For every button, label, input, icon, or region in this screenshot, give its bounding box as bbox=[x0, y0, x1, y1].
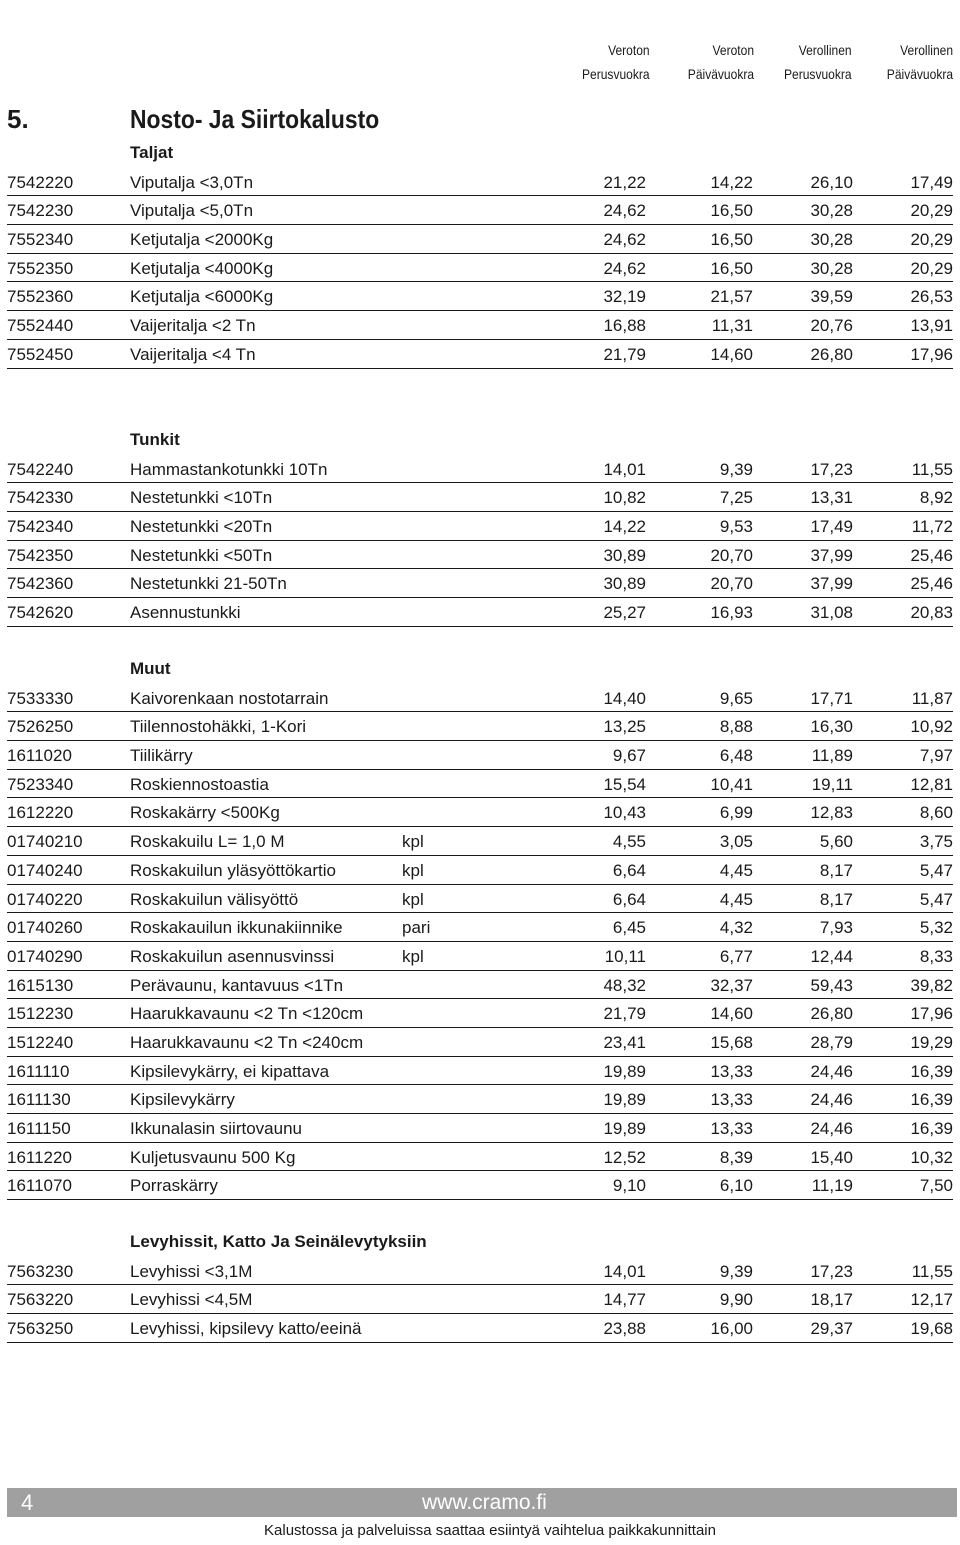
product-name: Levyhissi, kipsilevy katto/eeinä bbox=[130, 1319, 362, 1339]
product-name: Kipsilevykärry bbox=[130, 1090, 235, 1110]
product-code: 7542620 bbox=[7, 603, 74, 623]
price-veroton-perusvuokra: 14,77 bbox=[603, 1290, 646, 1310]
product-name: Nestetunkki <10Tn bbox=[130, 488, 273, 508]
price-verollinen-paivavuokra: 11,87 bbox=[911, 688, 953, 708]
product-name: Kaivorenkaan nostotarrain bbox=[130, 688, 329, 708]
price-veroton-paivavuokra: 4,45 bbox=[719, 860, 753, 880]
table-row bbox=[7, 1314, 953, 1343]
price-veroton-paivavuokra: 8,88 bbox=[719, 717, 753, 737]
table-row bbox=[7, 196, 953, 225]
price-veroton-paivavuokra: 20,70 bbox=[710, 545, 753, 565]
price-veroton-perusvuokra: 24,62 bbox=[603, 230, 646, 250]
table-row bbox=[7, 971, 953, 1000]
price-veroton-paivavuokra: 16,00 bbox=[710, 1319, 753, 1339]
table-row bbox=[7, 282, 953, 311]
table-row bbox=[7, 483, 953, 512]
price-veroton-paivavuokra: 8,39 bbox=[719, 1147, 753, 1167]
table-row bbox=[7, 1171, 953, 1200]
price-verollinen-paivavuokra: 5,47 bbox=[919, 889, 953, 909]
table-row bbox=[7, 827, 953, 856]
product-name: Ikkunalasin siirtovaunu bbox=[130, 1119, 302, 1138]
product-name: Tiilikärry bbox=[130, 746, 193, 766]
table-row bbox=[7, 1085, 953, 1114]
price-veroton-paivavuokra: 14,60 bbox=[710, 344, 753, 364]
price-verollinen-paivavuokra: 3,75 bbox=[919, 832, 953, 852]
website-link[interactable]: www.cramo.fi bbox=[422, 1491, 547, 1514]
price-verollinen-paivavuokra: 8,33 bbox=[919, 946, 953, 966]
product-name: Levyhissi <4,5M bbox=[130, 1290, 253, 1310]
price-verollinen-perusvuokra: 19,11 bbox=[811, 774, 853, 794]
price-veroton-perusvuokra: 24,62 bbox=[603, 201, 646, 221]
group-title: Levyhissit, Katto Ja Seinälevytyksiin bbox=[130, 1232, 427, 1251]
group-title: Muut bbox=[130, 659, 171, 678]
table-row bbox=[7, 168, 953, 197]
price-veroton-perusvuokra: 14,01 bbox=[603, 1261, 646, 1281]
product-name: Porraskärry bbox=[130, 1176, 218, 1196]
price-veroton-paivavuokra: 6,48 bbox=[719, 746, 753, 766]
price-verollinen-paivavuokra: 25,46 bbox=[910, 574, 953, 594]
price-verollinen-paivavuokra: 17,96 bbox=[910, 1004, 953, 1024]
price-veroton-perusvuokra: 21,79 bbox=[603, 344, 646, 364]
product-code: 7542330 bbox=[7, 488, 74, 508]
column-header-veroton-paivavuokra bbox=[688, 38, 754, 86]
column-header-veroton-perusvuokra bbox=[582, 38, 650, 86]
table-row bbox=[7, 1143, 953, 1172]
price-veroton-paivavuokra: 3,05 bbox=[719, 832, 753, 852]
price-verollinen-perusvuokra: 8,17 bbox=[819, 889, 853, 909]
price-verollinen-perusvuokra: 37,99 bbox=[810, 545, 853, 565]
table-row bbox=[7, 684, 953, 713]
price-verollinen-perusvuokra: 26,80 bbox=[810, 1004, 853, 1024]
table-row bbox=[7, 798, 953, 827]
price-verollinen-perusvuokra: 30,28 bbox=[810, 258, 853, 278]
product-unit: pari bbox=[402, 918, 431, 938]
table-row bbox=[7, 225, 953, 254]
price-verollinen-paivavuokra: 19,29 bbox=[910, 1032, 953, 1052]
price-verollinen-paivavuokra: 39,82 bbox=[910, 975, 953, 995]
price-veroton-perusvuokra: 15,54 bbox=[603, 774, 646, 794]
header-line: Perusvuokra bbox=[784, 66, 852, 82]
footer-bar bbox=[7, 1488, 957, 1517]
table-group bbox=[0, 139, 960, 369]
table-row bbox=[7, 1114, 953, 1143]
product-name: Roskakuilu L= 1,0 M bbox=[130, 832, 285, 852]
price-verollinen-perusvuokra: 24,46 bbox=[810, 1119, 853, 1138]
price-veroton-perusvuokra: 23,88 bbox=[603, 1319, 646, 1339]
price-verollinen-paivavuokra: 11,72 bbox=[911, 517, 953, 537]
product-name: Roskakärry <500Kg bbox=[130, 803, 280, 823]
table-row bbox=[7, 512, 953, 541]
table-row bbox=[7, 885, 953, 914]
header-line: Päivävuokra bbox=[687, 66, 754, 82]
price-verollinen-perusvuokra: 26,80 bbox=[810, 344, 853, 364]
table-group bbox=[0, 655, 960, 1200]
product-code: 7552360 bbox=[7, 287, 74, 307]
product-name: Haarukkavaunu <2 Tn <240cm bbox=[130, 1032, 364, 1052]
column-header-verollinen-perusvuokra bbox=[784, 38, 852, 86]
product-unit: kpl bbox=[402, 889, 424, 909]
price-verollinen-perusvuokra: 17,49 bbox=[810, 517, 853, 537]
product-name: Ketjutalja <6000Kg bbox=[130, 287, 274, 307]
product-name: Roskakuilun asennusvinssi bbox=[130, 946, 335, 966]
column-header-verollinen-paivavuokra bbox=[887, 38, 953, 86]
price-verollinen-perusvuokra: 30,28 bbox=[810, 201, 853, 221]
price-veroton-perusvuokra: 19,89 bbox=[603, 1061, 646, 1081]
price-verollinen-perusvuokra: 16,30 bbox=[810, 717, 853, 737]
price-verollinen-paivavuokra: 12,17 bbox=[910, 1290, 953, 1310]
price-veroton-perusvuokra: 21,22 bbox=[603, 172, 646, 192]
price-veroton-perusvuokra: 6,45 bbox=[612, 918, 646, 938]
product-code: 1615130 bbox=[7, 975, 74, 995]
product-code: 7526250 bbox=[7, 717, 74, 737]
product-name: Vaijeritalja <2 Tn bbox=[130, 316, 256, 336]
product-code: 1611130 bbox=[7, 1090, 71, 1110]
price-verollinen-paivavuokra: 12,81 bbox=[910, 774, 953, 794]
price-verollinen-paivavuokra: 13,91 bbox=[910, 316, 953, 336]
price-veroton-paivavuokra: 10,41 bbox=[710, 774, 753, 794]
product-code: 01740220 bbox=[7, 889, 83, 909]
price-verollinen-perusvuokra: 12,83 bbox=[810, 803, 853, 823]
price-verollinen-perusvuokra: 26,10 bbox=[810, 172, 853, 192]
table-row bbox=[7, 569, 953, 598]
price-veroton-perusvuokra: 23,41 bbox=[603, 1032, 646, 1052]
price-verollinen-paivavuokra: 16,39 bbox=[910, 1061, 953, 1081]
table-row bbox=[7, 913, 953, 942]
price-veroton-perusvuokra: 19,89 bbox=[603, 1090, 646, 1110]
price-verollinen-paivavuokra: 19,68 bbox=[910, 1319, 953, 1339]
product-name: Vaijeritalja <4 Tn bbox=[130, 344, 256, 364]
table-row bbox=[7, 541, 953, 570]
price-veroton-paivavuokra: 6,99 bbox=[719, 803, 753, 823]
price-verollinen-paivavuokra: 10,32 bbox=[910, 1147, 953, 1167]
price-verollinen-paivavuokra: 7,97 bbox=[919, 746, 953, 766]
price-verollinen-perusvuokra: 7,93 bbox=[819, 918, 853, 938]
table-row bbox=[7, 254, 953, 283]
page-number: 4 bbox=[21, 1490, 34, 1515]
price-verollinen-perusvuokra: 15,40 bbox=[810, 1147, 853, 1167]
table-row bbox=[7, 1285, 953, 1314]
price-veroton-paivavuokra: 16,50 bbox=[710, 201, 753, 221]
product-code: 7552450 bbox=[7, 344, 74, 364]
product-name: Nestetunkki <50Tn bbox=[130, 545, 273, 565]
table-row bbox=[7, 999, 953, 1028]
header-line: Päivävuokra bbox=[886, 66, 953, 82]
price-veroton-perusvuokra: 10,11 bbox=[604, 946, 646, 966]
section-number: 5. bbox=[7, 104, 29, 134]
price-veroton-perusvuokra: 4,55 bbox=[612, 832, 646, 852]
price-veroton-perusvuokra: 24,62 bbox=[603, 258, 646, 278]
product-name: Viputalja <5,0Tn bbox=[130, 201, 254, 221]
product-name: Roskakuilun yläsyöttökartio bbox=[130, 860, 336, 880]
price-verollinen-perusvuokra: 12,44 bbox=[810, 946, 853, 966]
price-verollinen-perusvuokra: 18,17 bbox=[810, 1290, 853, 1310]
product-code: 7542360 bbox=[7, 574, 74, 594]
price-veroton-perusvuokra: 16,88 bbox=[603, 316, 646, 336]
product-unit: kpl bbox=[402, 860, 424, 880]
price-verollinen-perusvuokra: 29,37 bbox=[810, 1319, 853, 1339]
price-veroton-paivavuokra: 14,60 bbox=[710, 1004, 753, 1024]
price-verollinen-perusvuokra: 37,99 bbox=[810, 574, 853, 594]
header-line: Verollinen bbox=[799, 42, 852, 58]
price-verollinen-perusvuokra: 11,19 bbox=[811, 1176, 853, 1196]
price-veroton-perusvuokra: 6,64 bbox=[612, 889, 646, 909]
price-verollinen-paivavuokra: 16,39 bbox=[910, 1090, 953, 1110]
price-veroton-paivavuokra: 20,70 bbox=[710, 574, 753, 594]
group-title: Taljat bbox=[130, 143, 174, 162]
header-line: Veroton bbox=[608, 42, 650, 58]
price-verollinen-perusvuokra: 5,60 bbox=[819, 832, 853, 852]
product-code: 7542350 bbox=[7, 545, 74, 565]
price-veroton-paivavuokra: 16,93 bbox=[710, 603, 753, 623]
table-row bbox=[7, 340, 953, 369]
header-line: Verollinen bbox=[900, 42, 953, 58]
table-row bbox=[7, 1028, 953, 1057]
product-code: 7563250 bbox=[7, 1319, 74, 1339]
section-heading bbox=[0, 104, 960, 138]
section-title: Nosto- Ja Siirtokalusto bbox=[130, 104, 380, 134]
price-verollinen-perusvuokra: 13,31 bbox=[810, 488, 853, 508]
price-verollinen-paivavuokra: 20,29 bbox=[910, 230, 953, 250]
product-code: 7542340 bbox=[7, 517, 74, 537]
price-veroton-paivavuokra: 7,25 bbox=[719, 488, 753, 508]
product-name: Haarukkavaunu <2 Tn <120cm bbox=[130, 1004, 364, 1024]
price-veroton-paivavuokra: 14,22 bbox=[710, 172, 753, 192]
price-verollinen-paivavuokra: 10,92 bbox=[910, 717, 953, 737]
price-veroton-perusvuokra: 9,10 bbox=[612, 1176, 646, 1196]
product-code: 7552340 bbox=[7, 230, 74, 250]
price-verollinen-perusvuokra: 30,28 bbox=[810, 230, 853, 250]
price-veroton-paivavuokra: 9,53 bbox=[719, 517, 753, 537]
price-veroton-perusvuokra: 21,79 bbox=[603, 1004, 646, 1024]
price-veroton-paivavuokra: 9,90 bbox=[719, 1290, 753, 1310]
product-name: Ketjutalja <4000Kg bbox=[130, 258, 274, 278]
price-veroton-perusvuokra: 30,89 bbox=[603, 545, 646, 565]
product-code: 7533330 bbox=[7, 688, 74, 708]
price-veroton-perusvuokra: 48,32 bbox=[603, 975, 646, 995]
price-veroton-perusvuokra: 14,01 bbox=[603, 459, 646, 479]
price-veroton-perusvuokra: 25,27 bbox=[603, 603, 646, 623]
price-verollinen-paivavuokra: 5,32 bbox=[919, 918, 953, 938]
product-name: Roskakauilun ikkunakiinnike bbox=[130, 918, 343, 938]
price-verollinen-perusvuokra: 20,76 bbox=[810, 316, 853, 336]
price-verollinen-paivavuokra: 7,50 bbox=[919, 1176, 953, 1196]
price-veroton-perusvuokra: 32,19 bbox=[603, 287, 646, 307]
price-veroton-perusvuokra: 10,43 bbox=[603, 803, 646, 823]
product-name: Roskakuilun välisyöttö bbox=[130, 889, 299, 909]
price-verollinen-perusvuokra: 39,59 bbox=[810, 287, 853, 307]
price-verollinen-perusvuokra: 24,46 bbox=[810, 1061, 853, 1081]
price-verollinen-perusvuokra: 24,46 bbox=[810, 1090, 853, 1110]
product-code: 01740260 bbox=[7, 918, 83, 938]
table-group bbox=[0, 1228, 960, 1343]
footer-note: Kalustossa ja palveluissa saattaa esiintyä vaihtelua paikkakunnittain bbox=[264, 1522, 716, 1539]
product-code: 1612220 bbox=[7, 803, 74, 823]
product-code: 7552350 bbox=[7, 258, 74, 278]
table-row bbox=[7, 598, 953, 627]
price-veroton-paivavuokra: 9,39 bbox=[719, 459, 753, 479]
price-veroton-perusvuokra: 10,82 bbox=[603, 488, 646, 508]
product-code: 1611110 bbox=[7, 1061, 70, 1081]
product-name: Tiilennostohäkki, 1-Kori bbox=[130, 717, 307, 737]
price-verollinen-paivavuokra: 8,60 bbox=[919, 803, 953, 823]
price-verollinen-paivavuokra: 11,55 bbox=[911, 459, 953, 479]
table-row bbox=[7, 311, 953, 340]
product-name: Nestetunkki <20Tn bbox=[130, 517, 273, 537]
price-verollinen-perusvuokra: 11,89 bbox=[811, 746, 853, 766]
price-veroton-paivavuokra: 32,37 bbox=[710, 975, 753, 995]
price-veroton-perusvuokra: 13,25 bbox=[603, 717, 646, 737]
product-code: 1512240 bbox=[7, 1032, 74, 1052]
price-veroton-perusvuokra: 14,22 bbox=[603, 517, 646, 537]
product-code: 7523340 bbox=[7, 774, 74, 794]
table-row bbox=[7, 1257, 953, 1286]
table-group bbox=[0, 426, 960, 627]
price-verollinen-perusvuokra: 31,08 bbox=[810, 603, 853, 623]
product-code: 1611220 bbox=[7, 1147, 72, 1167]
group-title: Tunkit bbox=[130, 430, 180, 449]
product-code: 01740210 bbox=[7, 832, 83, 852]
price-verollinen-paivavuokra: 11,55 bbox=[911, 1261, 953, 1281]
price-veroton-paivavuokra: 13,33 bbox=[710, 1090, 753, 1110]
price-veroton-paivavuokra: 6,77 bbox=[719, 946, 753, 966]
product-code: 7542220 bbox=[7, 172, 74, 192]
price-veroton-perusvuokra: 9,67 bbox=[612, 746, 646, 766]
price-verollinen-paivavuokra: 16,39 bbox=[910, 1119, 953, 1138]
table-row bbox=[7, 856, 953, 885]
table-row bbox=[7, 712, 953, 741]
price-veroton-paivavuokra: 13,33 bbox=[710, 1061, 753, 1081]
product-code: 1512230 bbox=[7, 1004, 74, 1024]
price-verollinen-perusvuokra: 28,79 bbox=[810, 1032, 853, 1052]
table-row bbox=[7, 770, 953, 799]
price-verollinen-paivavuokra: 8,92 bbox=[919, 488, 953, 508]
price-veroton-paivavuokra: 4,32 bbox=[719, 918, 753, 938]
product-unit: kpl bbox=[402, 832, 424, 852]
price-veroton-paivavuokra: 16,50 bbox=[710, 230, 753, 250]
price-veroton-paivavuokra: 9,65 bbox=[719, 688, 753, 708]
product-unit: kpl bbox=[402, 946, 424, 966]
product-code: 1611070 bbox=[7, 1176, 72, 1196]
product-code: 7563220 bbox=[7, 1290, 74, 1310]
price-verollinen-paivavuokra: 20,83 bbox=[910, 603, 953, 623]
price-verollinen-paivavuokra: 26,53 bbox=[910, 287, 953, 307]
price-verollinen-paivavuokra: 17,49 bbox=[910, 172, 953, 192]
header-line: Perusvuokra bbox=[582, 66, 650, 82]
price-verollinen-perusvuokra: 8,17 bbox=[819, 860, 853, 880]
price-veroton-paivavuokra: 16,50 bbox=[710, 258, 753, 278]
product-code: 1611150 bbox=[7, 1119, 71, 1138]
price-veroton-paivavuokra: 9,39 bbox=[719, 1261, 753, 1281]
price-veroton-paivavuokra: 13,33 bbox=[710, 1119, 753, 1138]
price-veroton-paivavuokra: 11,31 bbox=[711, 316, 753, 336]
product-name: Nestetunkki 21-50Tn bbox=[130, 574, 287, 594]
product-code: 7552440 bbox=[7, 316, 74, 336]
product-name: Kuljetusvaunu 500 Kg bbox=[130, 1147, 296, 1167]
price-veroton-perusvuokra: 6,64 bbox=[612, 860, 646, 880]
header-line: Veroton bbox=[712, 42, 754, 58]
price-veroton-paivavuokra: 21,57 bbox=[710, 287, 753, 307]
product-name: Viputalja <3,0Tn bbox=[130, 172, 254, 192]
price-verollinen-paivavuokra: 25,46 bbox=[910, 545, 953, 565]
product-code: 1611020 bbox=[7, 746, 72, 766]
table-row bbox=[7, 455, 953, 484]
product-name: Ketjutalja <2000Kg bbox=[130, 230, 274, 250]
product-name: Hammastankotunkki 10Tn bbox=[130, 459, 328, 479]
product-code: 7542240 bbox=[7, 459, 74, 479]
product-code: 01740240 bbox=[7, 860, 83, 880]
price-veroton-paivavuokra: 15,68 bbox=[710, 1032, 753, 1052]
product-code: 7542230 bbox=[7, 201, 74, 221]
product-name: Roskiennostoastia bbox=[130, 774, 269, 794]
price-verollinen-perusvuokra: 17,23 bbox=[810, 459, 853, 479]
price-verollinen-perusvuokra: 17,71 bbox=[810, 688, 853, 708]
price-verollinen-paivavuokra: 20,29 bbox=[910, 258, 953, 278]
price-veroton-paivavuokra: 4,45 bbox=[719, 889, 753, 909]
price-veroton-perusvuokra: 19,89 bbox=[603, 1119, 646, 1138]
product-code: 7563230 bbox=[7, 1261, 74, 1281]
price-verollinen-perusvuokra: 17,23 bbox=[810, 1261, 853, 1281]
price-verollinen-perusvuokra: 59,43 bbox=[810, 975, 853, 995]
product-name: Levyhissi <3,1M bbox=[130, 1261, 253, 1281]
table-row bbox=[7, 1057, 953, 1086]
product-code: 01740290 bbox=[7, 946, 83, 966]
price-veroton-perusvuokra: 30,89 bbox=[603, 574, 646, 594]
table-row bbox=[7, 942, 953, 971]
price-veroton-paivavuokra: 6,10 bbox=[719, 1176, 753, 1196]
price-verollinen-paivavuokra: 5,47 bbox=[919, 860, 953, 880]
product-name: Asennustunkki bbox=[130, 603, 241, 623]
product-name: Perävaunu, kantavuus <1Tn bbox=[130, 975, 344, 995]
price-veroton-perusvuokra: 14,40 bbox=[603, 688, 646, 708]
price-veroton-perusvuokra: 12,52 bbox=[603, 1147, 646, 1167]
table-row bbox=[7, 741, 953, 770]
price-verollinen-paivavuokra: 17,96 bbox=[910, 344, 953, 364]
product-name: Kipsilevykärry, ei kipattava bbox=[130, 1061, 330, 1081]
price-verollinen-paivavuokra: 20,29 bbox=[910, 201, 953, 221]
